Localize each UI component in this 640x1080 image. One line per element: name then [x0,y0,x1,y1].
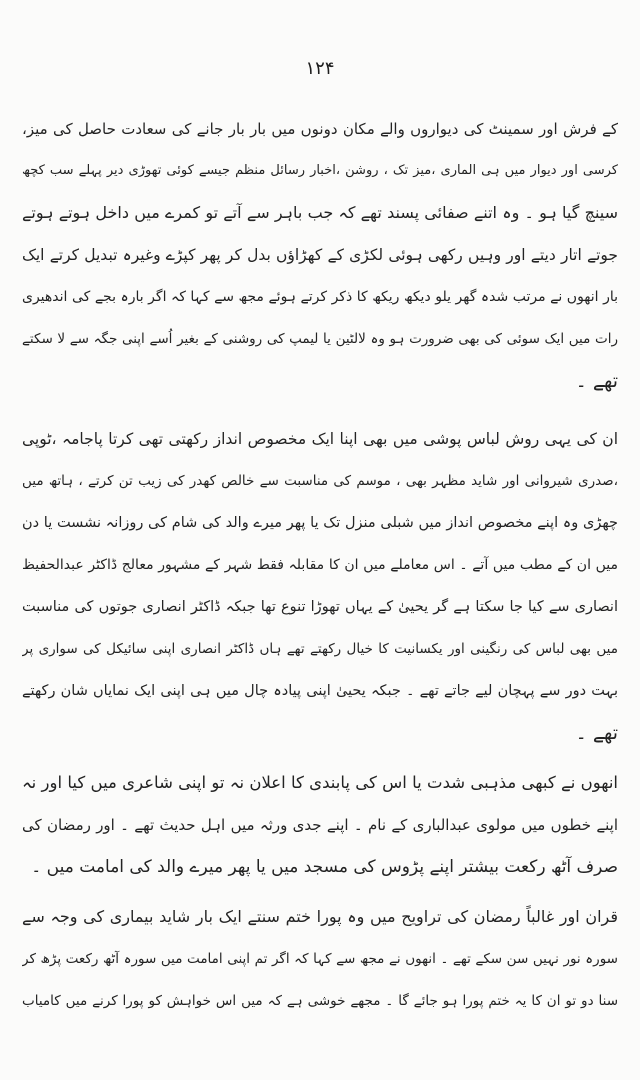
paragraph-3 [22,762,618,888]
paragraph-4 [22,896,618,1022]
text-line: قران اور غالباً رمضان کی تراویح میں وہ پورا ختم سنتے ایک بار شاید بیماری کی وجہ سے [22,907,618,926]
text-line: صرف آٹھ رکعت بیشتر اپنے پڑوس کی مسجد میں یا پھر میرے والد کی امامت میں ۔ [31,857,618,877]
text-line: جوتے اتار دیتے اور وہیں رکھی ہوئی لکڑی کے کھڑاؤں بدل کر پھر کپڑے وغیرہ تبدیل کرتے ایک [22,246,618,264]
text-line: چھڑی وہ اپنے مخصوص انداز میں شبلی منزل تک یا پھر میرے والد کی شام کی روزانہ نشست یا دن [22,515,618,531]
text-line: انھوں نے کبھی مذہبی شدت یا اس کی پابندی کا اعلان نہ تو اپنی شاعری میں کیا اور نہ [22,773,618,792]
text-line: میں بھی لباس کی رنگینی اور یکسانیت کا خیال رکھتے تھے ہاں ڈاکٹر انصاری اپنی سائیکل کی سواری پر [22,641,618,657]
text-line: ،صدری شیروانی اور شاید مظہر بھی ، موسم کی مناسبت سے خالص کھدر کی زیب تن کرتے ، ہاتھ میں [22,473,618,489]
text-line: سورہ نور نہیں سن سکے تھے ۔ انھوں نے مجھ سے کہا کہ اگر تم اپنی امامت میں سورہ آٹھ رکعت پڑھ کر [22,951,618,967]
text-line: میں ان کے مطب میں آتے ۔ اس معاملے میں ان کا مقابلہ فقط شہر کے مشہور معالج ڈاکٹر عبدالحفیظ [22,557,618,573]
text-line: کے فرش اور سمینٹ کی دیواروں والے مکان دونوں میں بار بار جانے کی سعادت حاصل کی میز، [22,120,618,138]
text-line: تھے ۔ [575,722,618,744]
text-line: تھے ۔ [575,370,618,392]
text-line: سنا دو تو ان کا یہ ختم پورا ہو جائے گا ۔ مجھے خوشی ہے کہ میں اس خواہش کو پورا کرنے میں کامیاب [22,993,618,1009]
text-line: سینچ گیا ہو ۔ وہ اتنے صفائی پسند تھے کہ جب باہر سے آتے تو کمرے میں داخل ہوتے ہوتے [22,203,618,222]
text-line: کرسی اور دیوار میں ہی الماری ،میز تک ، روشن ،اخبار رسائل منظم جیسے کوئی تھوڑی دیر پہلے سب کچھ [22,163,618,178]
text-line: اپنے خطوں میں مولوی عبدالباری کے نام ۔ اپنے جدی ورثہ میں اہل حدیث تھے ۔ اور رمضان کی [22,816,618,834]
text-line: بہت دور سے پہچان لیے جاتے تھے ۔ جبکہ یحییٰ اپنی پیادہ چال میں ہی اپنی ایک نمایاں شان رکھتے [22,683,618,699]
page-number: ۱۲۴ [305,58,335,79]
text-line: بار انھوں نے مرتب شدہ گھر یلو دیکھ ریکھ کا ذکر کرتے ہوئے مجھ سے کہا کہ اگر بارہ بجے کی اندھیری [22,289,618,305]
text-line: ان کی یہی روش لباس پوشی میں بھی اپنا ایک مخصوص انداز رکھتی تھی کرتا پاجامہ ،ٹوپی [22,430,618,448]
text-line: انصاری سے کیا جا سکتا ہے گر یحییٰ کے یہاں تھوڑا تنوع تھا جبکہ ڈاکٹر انصاری جوتوں کی مناسبت [22,599,618,615]
paragraph-2 [22,418,618,754]
paragraph-1 [22,108,618,402]
text-line: رات میں ایک سوئی کی بھی ضرورت ہو وہ لالٹین یا لیمپ کی روشنی کے بغیر اُسے اپنی جگہ سے لا سکتے [22,331,618,347]
